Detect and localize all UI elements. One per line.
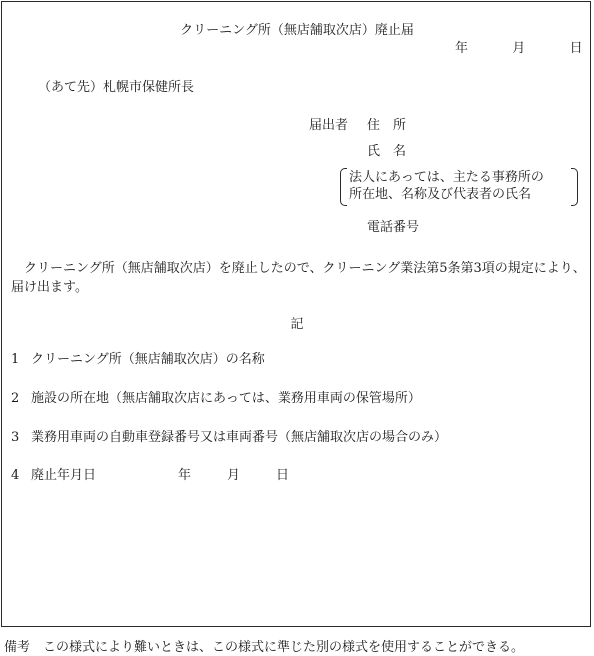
form-title: クリーニング所（無店舗取次店）廃止届: [180, 23, 414, 38]
item-number: 4: [11, 468, 20, 483]
name-label: 氏 名: [367, 144, 407, 159]
list-item: [11, 468, 289, 484]
list-item: [11, 352, 265, 368]
right-bracket: [571, 168, 578, 206]
submission-date: [455, 41, 583, 57]
list-item: [11, 391, 421, 407]
list-item: [11, 430, 447, 446]
phone-label: 電話番号: [367, 220, 420, 235]
date-day-label: 日: [569, 41, 583, 56]
date-month-label: 月: [512, 41, 526, 56]
abolition-month-label: 月: [227, 468, 241, 483]
date-year-label: 年: [455, 41, 469, 56]
item-number: 1: [11, 352, 20, 367]
corporate-note-line2: 所在地、名称及び代表者の氏名: [349, 187, 532, 202]
corporate-note: [340, 168, 578, 206]
address-label: 住 所: [367, 118, 407, 133]
item-text: 施設の所在地（無店舗取次店にあっては、業務用車両の保管場所）: [31, 391, 421, 406]
item-text: 廃止年月日: [31, 468, 97, 483]
item-text: 業務用車両の自動車登録番号又は車両番号（無店舗取次店の場合のみ）: [31, 430, 448, 445]
item-number: 2: [11, 391, 20, 406]
addressee: （あて先）札幌市保健所長: [38, 80, 195, 95]
abolition-day-label: 日: [276, 468, 290, 483]
item-number: 3: [11, 430, 20, 445]
left-bracket: [340, 168, 347, 206]
body-text: クリーニング所（無店舗取次店）を廃止したので、クリーニング業法第5条第3項の規定により、届け出ます。: [11, 261, 586, 295]
abolition-year-label: 年: [178, 468, 192, 483]
applicant-label: 届出者: [309, 118, 349, 133]
ki-heading: 記: [290, 317, 304, 332]
item-text: クリーニング所（無店舗取次店）の名称: [31, 352, 265, 367]
corporate-note-line1: 法人にあっては、主たる事務所の: [349, 170, 544, 185]
remarks-note: 備考 この様式により難いときは、この様式に準じた別の様式を使用することができる。: [4, 640, 525, 655]
